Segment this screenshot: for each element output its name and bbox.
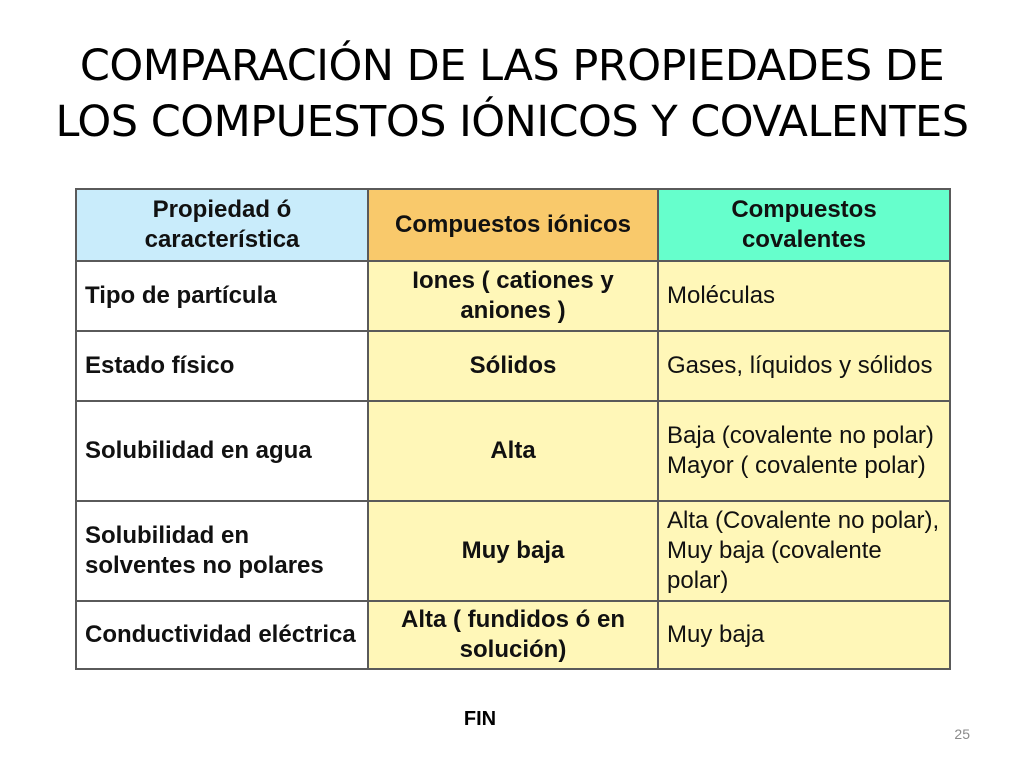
comparison-table [75, 188, 951, 670]
property-cell: Estado físico [76, 331, 368, 401]
ionic-cell: Muy baja [368, 501, 658, 601]
covalent-cell: Moléculas [658, 261, 950, 331]
covalent-cell: Muy baja [658, 601, 950, 669]
header-property: Propiedad ó característica [76, 189, 368, 261]
covalent-cell: Alta (Covalente no polar), Muy baja (covalente polar) [658, 501, 950, 601]
title-line-2: LOS COMPUESTOS IÓNICOS Y COVALENTES [55, 97, 969, 147]
table-row [76, 401, 950, 501]
property-cell: Solubilidad en agua [76, 401, 368, 501]
table-row [76, 261, 950, 331]
end-label: FIN [463, 708, 497, 730]
property-cell: Tipo de partícula [76, 261, 368, 331]
ionic-cell: Alta [368, 401, 658, 501]
table-row [76, 601, 950, 669]
table-row [76, 331, 950, 401]
property-cell: Solubilidad en solventes no polares [76, 501, 368, 601]
ionic-cell: Sólidos [368, 331, 658, 401]
ionic-cell: Iones ( cationes y aniones ) [368, 261, 658, 331]
covalent-cell: Gases, líquidos y sólidos [658, 331, 950, 401]
ionic-cell: Alta ( fundidos ó en solución) [368, 601, 658, 669]
slide-title [40, 38, 984, 150]
header-covalent: Compuestos covalentes [658, 189, 950, 261]
covalent-cell: Baja (covalente no polar) Mayor ( covalente polar) [658, 401, 950, 501]
page-number: 25 [954, 726, 970, 742]
table-header-row [76, 189, 950, 261]
header-ionic: Compuestos iónicos [368, 189, 658, 261]
table-row [76, 501, 950, 601]
property-cell: Conductividad eléctrica [76, 601, 368, 669]
title-line-1: COMPARACIÓN DE LAS PROPIEDADES DE [79, 41, 945, 91]
